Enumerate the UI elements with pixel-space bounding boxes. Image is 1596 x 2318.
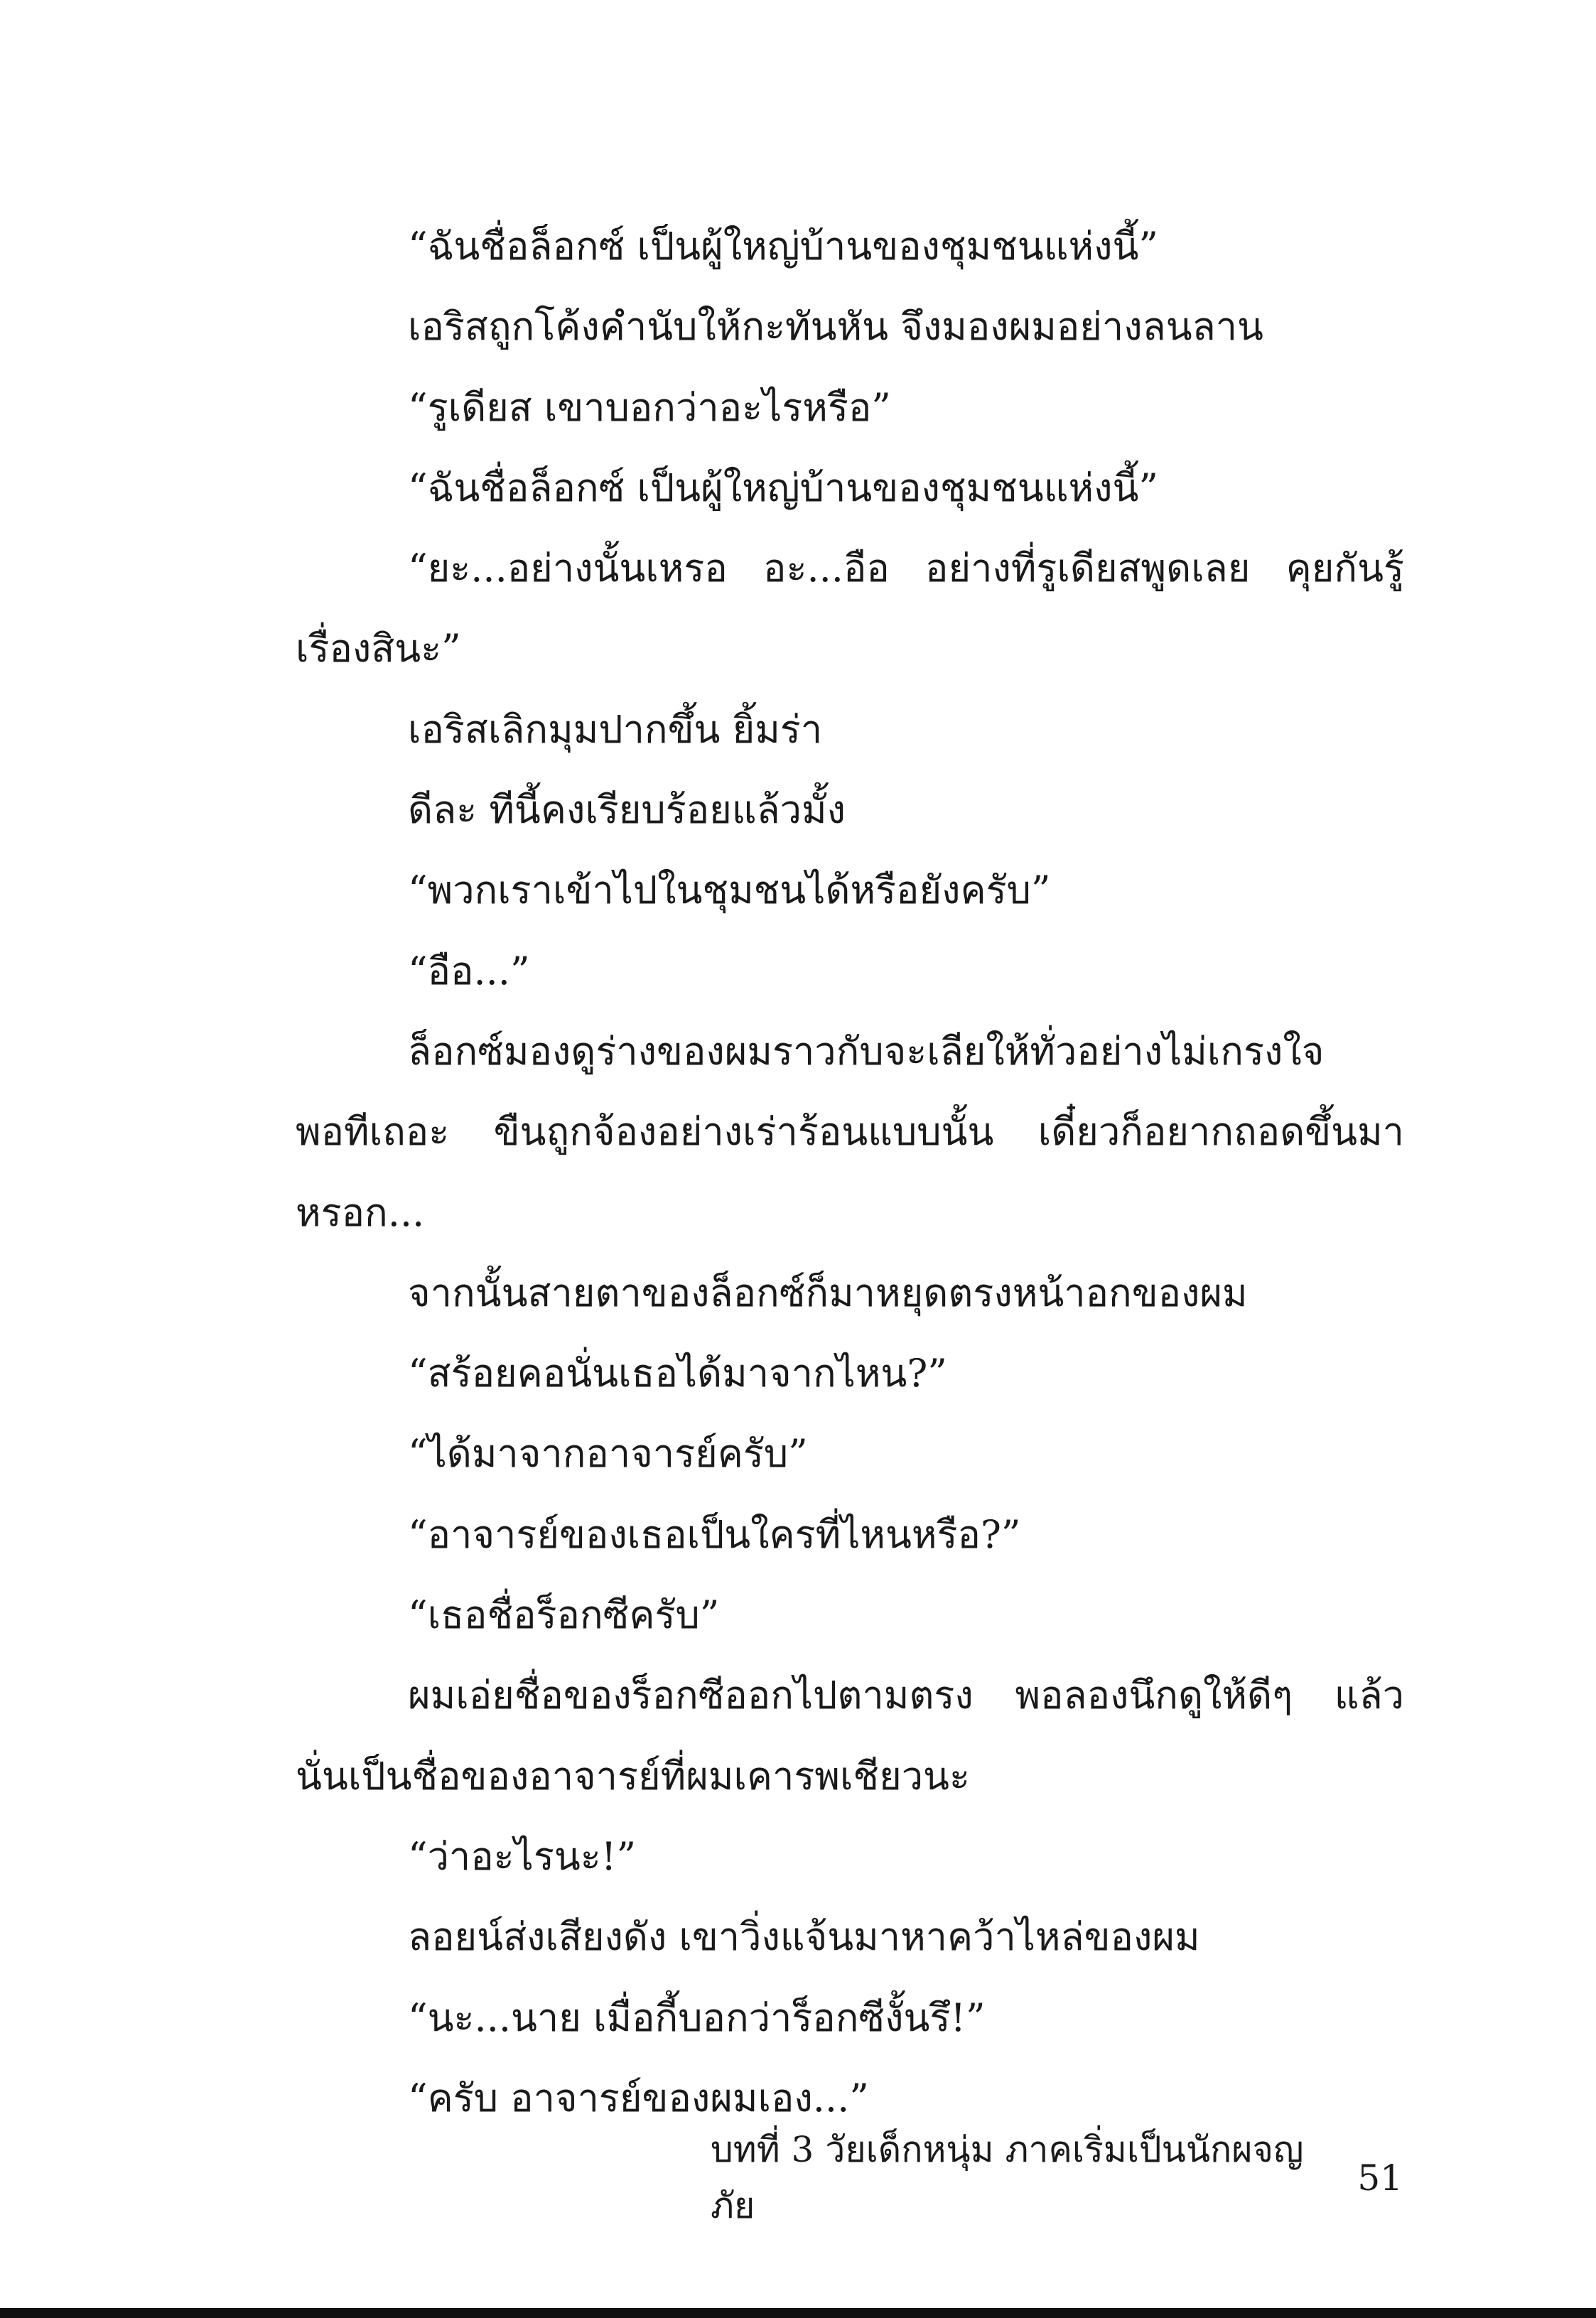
paragraph: จากนั้นสายตาของล็อกซ์ก็มาหยุดตรงหน้าอกของผม — [408, 1270, 1248, 1315]
paragraph: “ได้มาจากอาจารย์ครับ” — [408, 1431, 808, 1477]
paragraph: ลอยน์ส่งเสียงดัง เขาวิ่งแจ้นมาหาคว้าไหล่ของผม — [408, 1914, 1200, 1960]
paragraph: ผมเอ่ยชื่อของร็อกซีออกไปตามตรง พอลองนึกดูให้ดีๆ แล้ว นั่นเป็นชื่อของอาจารย์ที่ผมเคารพเชียวนะ — [296, 1673, 1404, 1799]
paragraph: “นะ...นาย เมื่อกี้บอกว่าร็อกซีงั้นรึ!” — [408, 1995, 986, 2040]
paragraph: เอริสเลิกมุมปากขึ้น ยิ้มร่า — [408, 706, 823, 752]
paragraph: “สร้อยคอนั่นเธอได้มาจากไหน?” — [408, 1351, 947, 1396]
paragraph: “พวกเราเข้าไปในชุมชนได้หรือยังครับ” — [408, 868, 1051, 913]
paragraph: “ครับ อาจารย์ของผมเอง...” — [408, 2075, 869, 2120]
body-text — [296, 206, 1404, 2138]
paragraph: “รูเดียส เขาบอกว่าอะไรหรือ” — [408, 384, 891, 430]
paragraph: “เธอชื่อร็อกซีครับ” — [408, 1592, 720, 1638]
paragraph: “ยะ...อย่างนั้นเหรอ อะ...อือ อย่างที่รูเดียสพูดเลย คุยกันรู้เรื่องสินะ” — [296, 546, 1404, 672]
running-chapter-title: บทที่ 3 วัยเด็กหนุ่ม ภาคเริ่มเป็นนักผจญภัย — [711, 2129, 1304, 2226]
paragraph: “อาจารย์ของเธอเป็นใครที่ไหนหรือ?” — [408, 1511, 1021, 1557]
bottom-edge-rule — [0, 2308, 1596, 2318]
page-footer — [711, 2129, 1403, 2226]
paragraph: “ว่าอะไรนะ!” — [408, 1833, 637, 1879]
paragraph: “ฉันชื่อล็อกซ์ เป็นผู้ใหญ่บ้านของชุมชนแห่งนี้” — [408, 224, 1159, 269]
paragraph: ดีละ ทีนี้คงเรียบร้อยแล้วมั้ง — [408, 787, 846, 833]
paragraph: ล็อกซ์มองดูร่างของผมราวกับจะเลียให้ทั่วอย่างไม่เกรงใจ พอทีเถอะ ขืนถูกจ้องอย่างเร่าร้อนแบบนั้น เดี๋ยวก็อยากถอดขึ้นมาหรอก... — [296, 1028, 1404, 1235]
paragraph: เอริสถูกโค้งคำนับให้กะทันหัน จึงมองผมอย่างลนลาน — [408, 304, 1263, 350]
page-number: 51 — [1357, 2157, 1403, 2199]
paragraph: “ฉันชื่อล็อกซ์ เป็นผู้ใหญ่บ้านของชุมชนแห่งนี้” — [408, 465, 1159, 510]
paragraph: “อือ...” — [408, 948, 530, 993]
